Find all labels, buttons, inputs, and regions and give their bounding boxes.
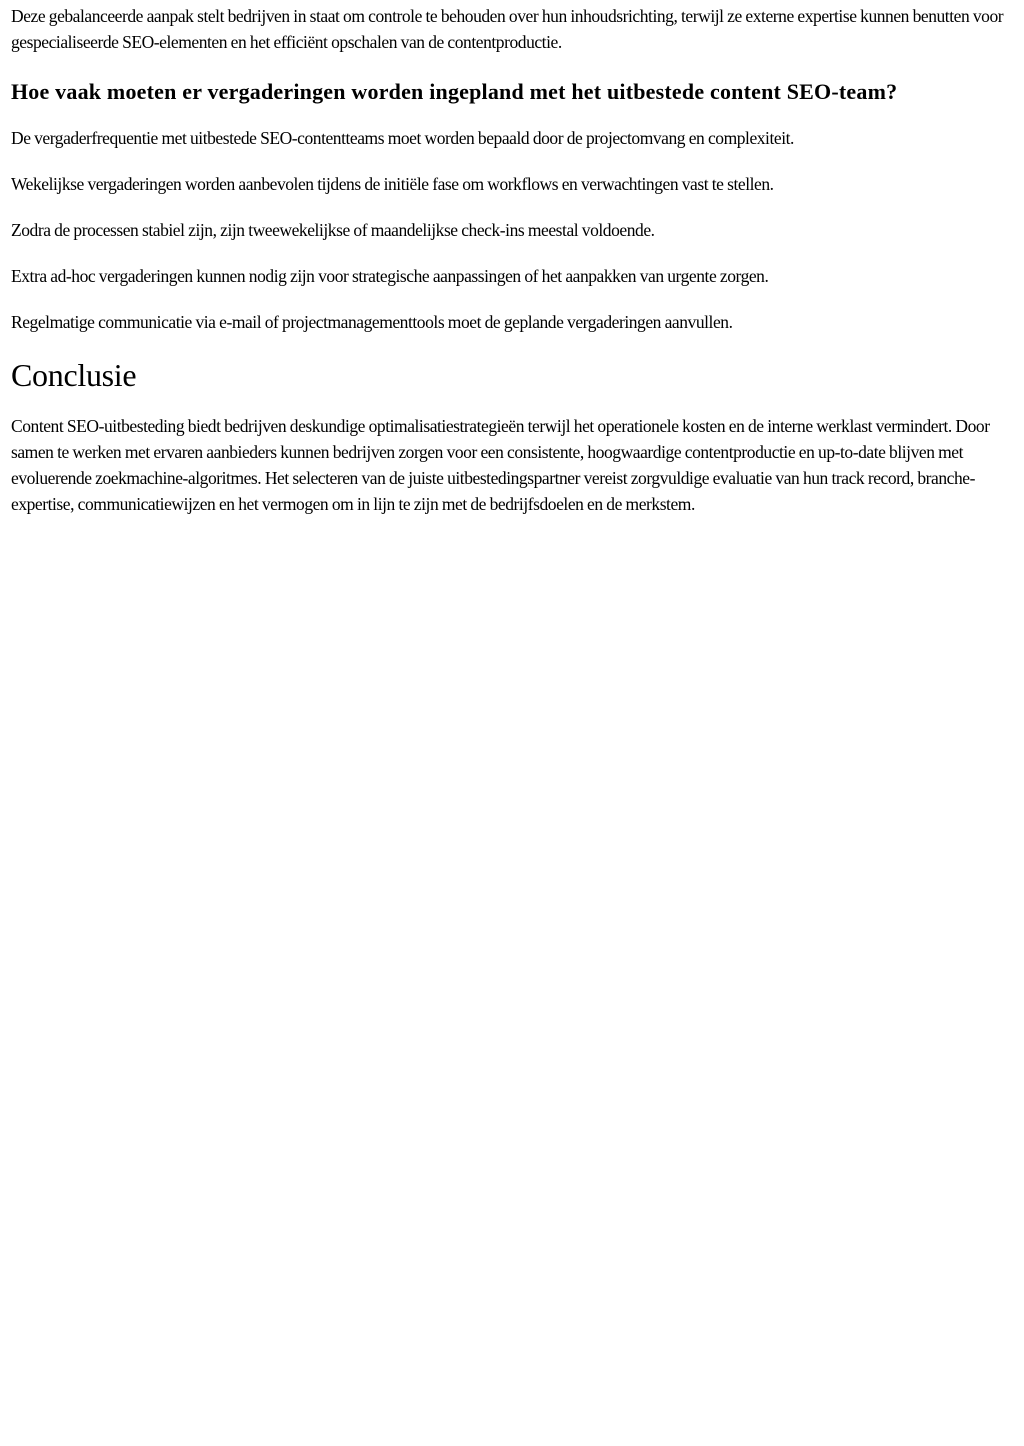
intro-paragraph: Deze gebalanceerde aanpak stelt bedrijven in staat om controle te behouden over hun inhoudsrichting, terwijl ze externe expertise kunnen benutten voor gespecialiseerde SEO-elementen en het efficiënt opschalen van de contentproductie. bbox=[11, 6, 1004, 52]
meetings-heading: Hoe vaak moeten er vergaderingen worden ingepland met het uitbestede content SEO-team? bbox=[11, 79, 898, 104]
document-page bbox=[11, 0, 1013, 517]
meetings-paragraph-3: Zodra de processen stabiel zijn, zijn tweewekelijkse of maandelijkse check-ins meestal voldoende. bbox=[11, 220, 655, 240]
meetings-paragraph-1: De vergaderfrequentie met uitbestede SEO-contentteams moet worden bepaald door de projectomvang en complexiteit. bbox=[11, 128, 794, 148]
conclusion-paragraph: Content SEO-uitbesteding biedt bedrijven deskundige optimalisatiestrategieën terwijl het operationele kosten en de interne werklast vermindert. Door samen te werken met ervaren aanbieders kunnen bedrijven zorgen voor een consistente, hoogwaardige contentproductie en up-to-date blijven met evoluerende zoekmachine-algoritmes. Het selecteren van de juiste uitbestedingspartner vereist zorgvuldige evaluatie van hun track record, branche-expertise, communicatiewijzen en het vermogen om in lijn te zijn met de bedrijfsdoelen en de merkstem. bbox=[11, 416, 990, 514]
meetings-paragraph-2: Wekelijkse vergaderingen worden aanbevolen tijdens de initiële fase om workflows en verwachtingen vast te stellen. bbox=[11, 174, 774, 194]
conclusion-heading: Conclusie bbox=[11, 357, 137, 393]
meetings-paragraph-5: Regelmatige communicatie via e-mail of projectmanagementtools moet de geplande vergaderingen aanvullen. bbox=[11, 312, 733, 332]
meetings-paragraph-4: Extra ad-hoc vergaderingen kunnen nodig zijn voor strategische aanpassingen of het aanpakken van urgente zorgen. bbox=[11, 266, 769, 286]
